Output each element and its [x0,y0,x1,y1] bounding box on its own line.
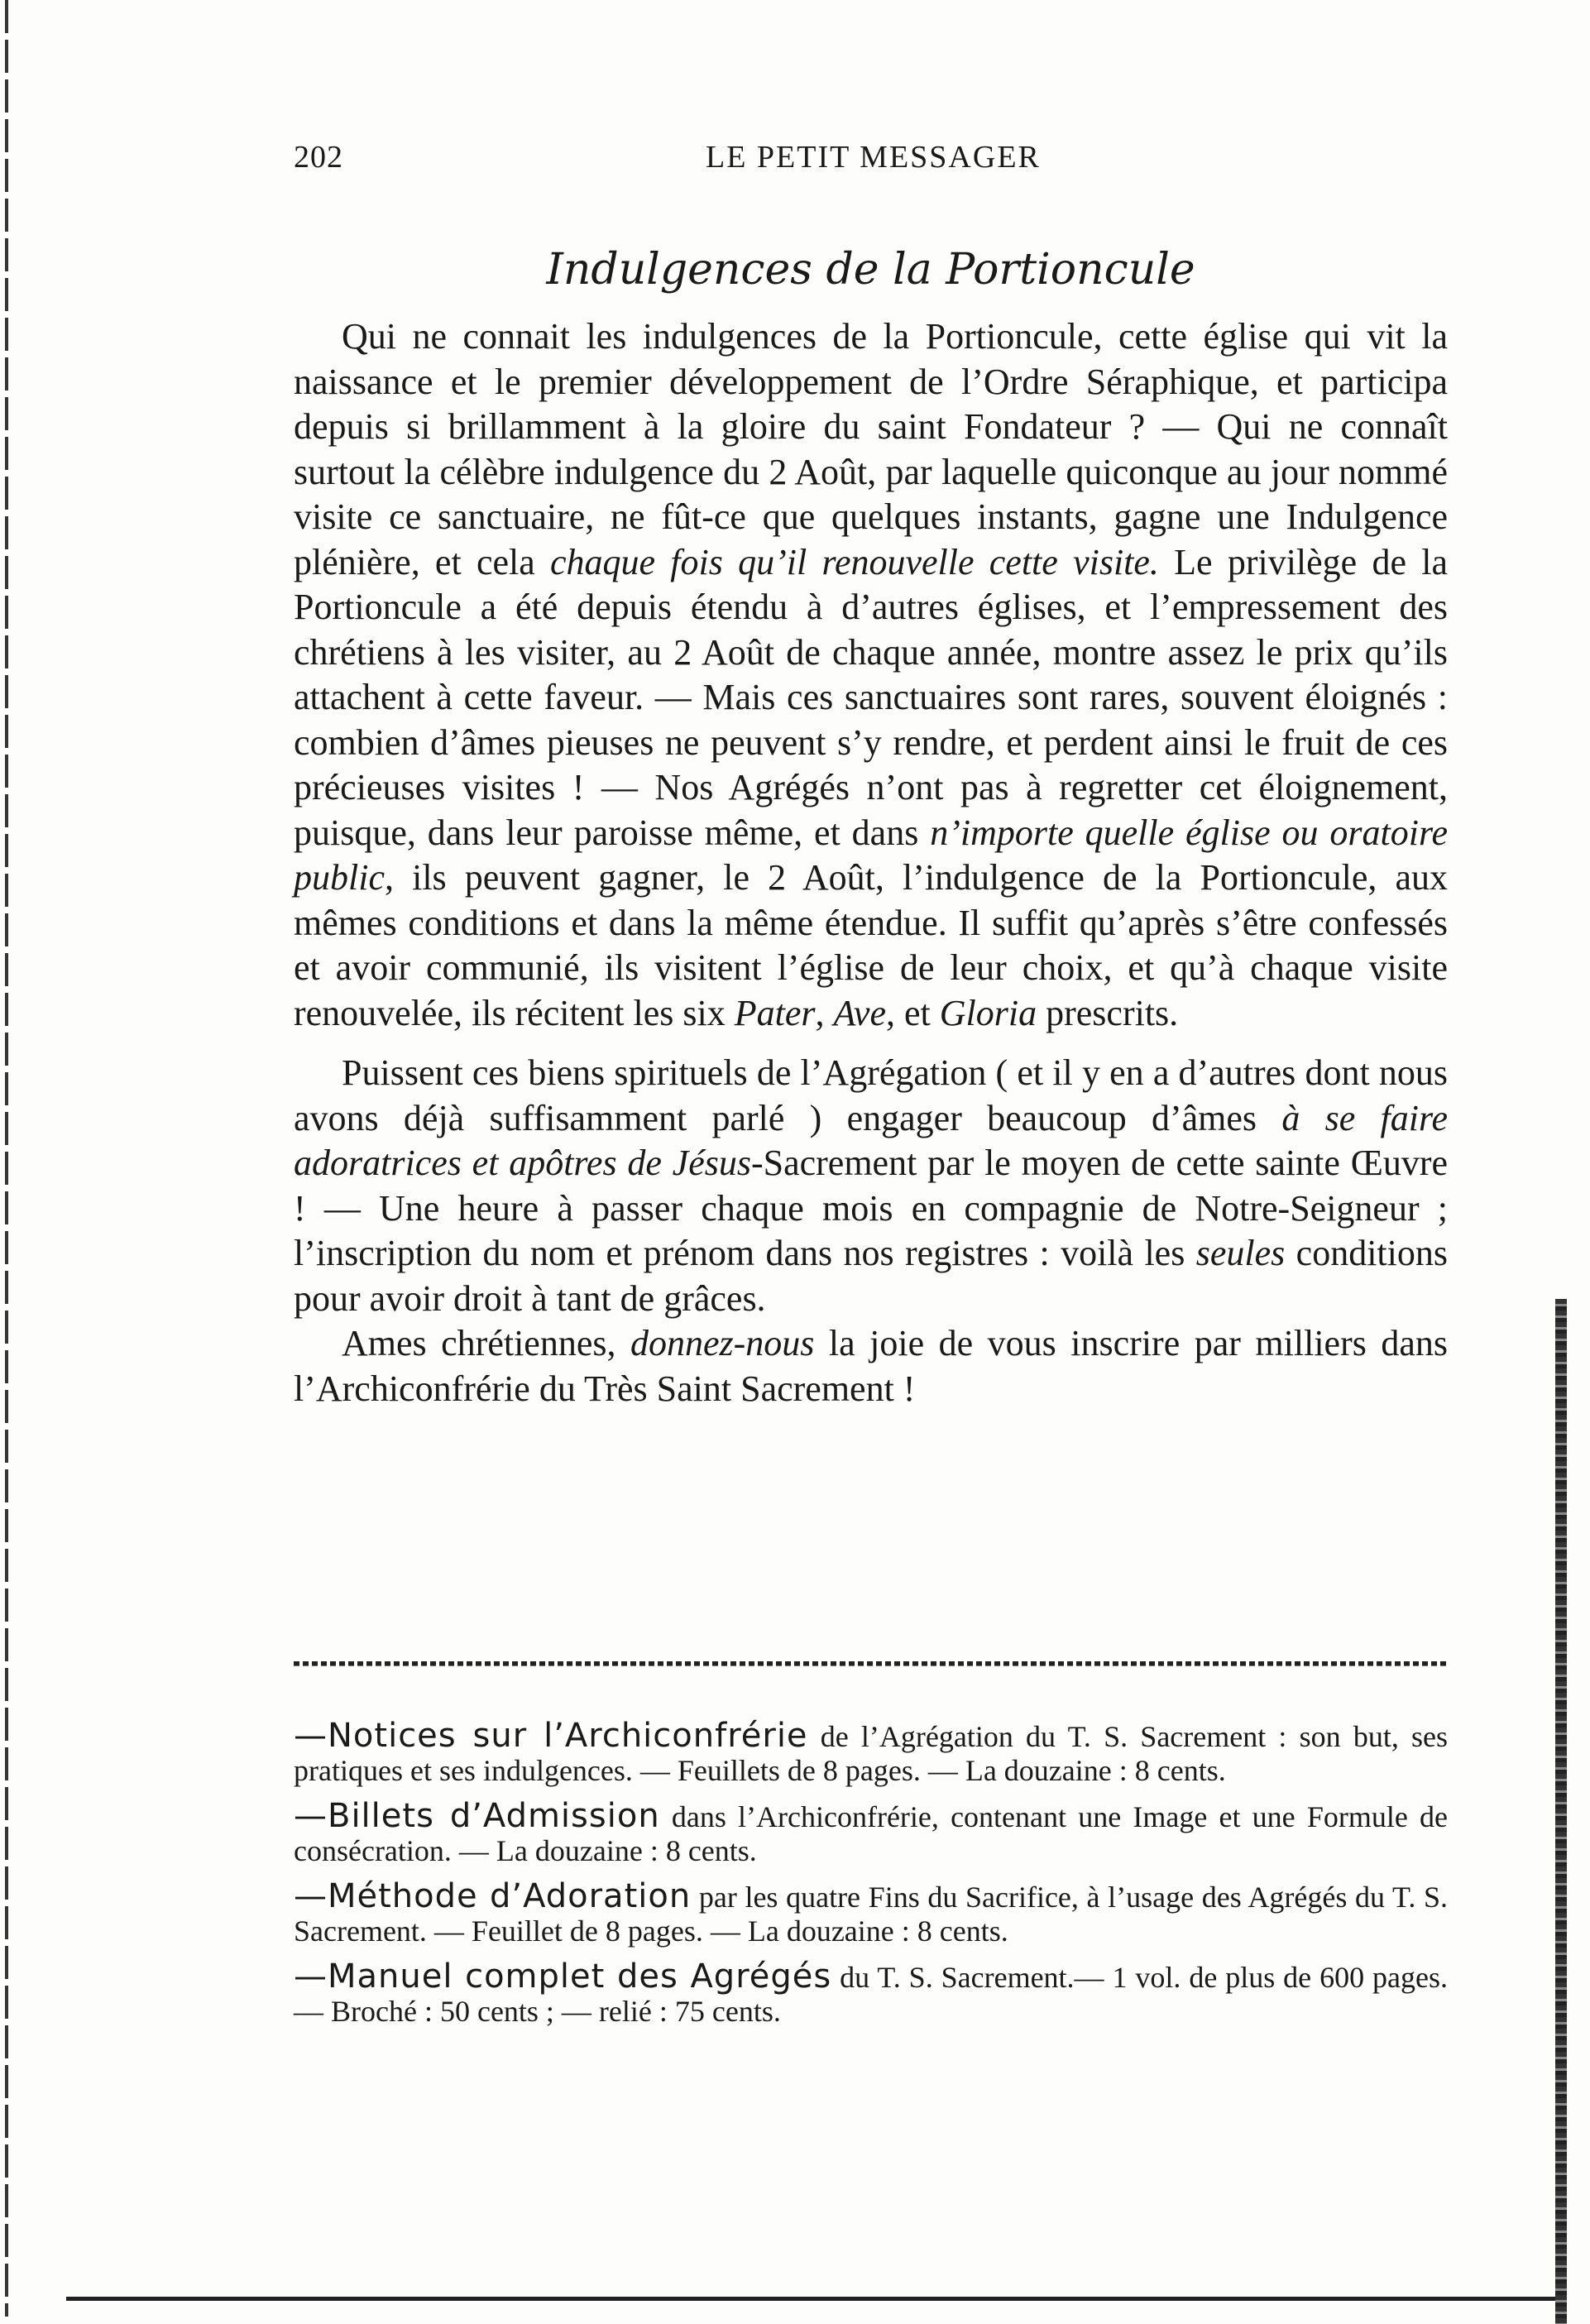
notices-list [294,1719,1448,2040]
article-title: Indulgences de la Portioncule [546,245,1195,295]
notice-lead: —Méthode d’Adoration [294,1877,692,1915]
paragraph [294,1051,1448,1321]
text-run: Sacrement par le moyen de cette sainte Œuvre ! — Une heure à passer chaque mois en compagnie de Notre-Seigneur ; l’inscription du nom et prénom dans nos registres : voilà les [294,1143,1448,1273]
page-header [294,139,1452,189]
scan-left-edge [5,0,8,2317]
text-run: prescrits. [1037,992,1179,1033]
notice-lead: —Manuel complet des Agrégés [294,1957,832,1996]
text-run: , et [886,992,940,1033]
notice-text: de l’Agrégation du T. S. Sacrement : son but, ses pratiques et ses indulgences. — Feuillets de 8 pages. — La douzaine : 8 cents. [294,1720,1449,1787]
italic-text-run: Gloria [939,992,1037,1033]
notice-item [294,1877,1448,1948]
paragraph [294,314,1448,1036]
bottom-rule [66,2297,1555,2301]
text-run: Puissent ces biens spirituels de l’Agrégation ( et il y en a d’autres dont nous avons déjà suffisamment parlé ) engager beaucoup d’âmes [294,1052,1448,1138]
notice-item [294,1799,1448,1868]
scan-right-edge [1555,1299,1567,2324]
italic-text-run: Ave [833,992,886,1033]
page-number: 202 [294,140,343,175]
notice-item [294,1957,1448,2029]
italic-text-run: Pater [734,992,816,1033]
italic-text-run: à se faire adoratrices et apôtres de Jésus- [294,1097,1448,1183]
notice-text: par les quatre Fins du Sacrifice, à l’usage des Agrégés du T. S. Sacrement. — Feuillet de 8 pages. — La douzaine : 8 cents. [294,1881,1448,1948]
italic-text-run: chaque fois qu’il renouvelle cette visite. [550,541,1159,582]
notice-item [294,1719,1448,1788]
notice-text: dans l’Archiconfrérie, contenant une Image et une Formule de consécration. — La douzaine : 8 cents. [294,1800,1448,1867]
article-body [294,314,1448,1411]
notice-lead: —Billets d’Admission [294,1797,660,1835]
ornamental-rule [294,1661,1448,1673]
italic-text-run: donnez-nous [630,1323,815,1363]
notice-lead: —Notices sur l’Archiconfrérie [294,1717,808,1755]
text-run: conditions pour avoir droit à tant de grâces. [294,1233,1448,1319]
text-run: Ames chrétiennes, [342,1323,630,1363]
paragraph [294,1321,1448,1411]
text-run: Qui ne connait les indulgences de la Portioncule, cette église qui vit la naissance et le premier développement de l’Ordre Séraphique, et participa depuis si brillamment à la gloire du saint Fondateur ? — Qui ne connaît surtout la célèbre indulgence du 2 Août, par laquelle quiconque au jour nommé visite ce sanctuaire, ne fût-ce que quelques instants, gagne une Indulgence plénière, et cela [294,316,1448,582]
italic-text-run: n’importe quelle église ou oratoire public [294,812,1449,898]
notice-text: du T. S. Sacrement.— 1 vol. de plus de 600 pages. — Broché : 50 cents ; — relié : 75 cents. [294,1961,1448,2028]
text-run: , [815,992,834,1033]
italic-text-run: seules [1195,1233,1286,1273]
text-run: , ils peuvent gagner, le 2 Août, l’indulgence de la Portioncule, aux mêmes conditions et dans la même étendue. Il suffit qu’après s’être confessés et avoir communié, ils visitent l’église de leur choix, et qu’à chaque visite renouvelée, ils récitent les six [294,857,1448,1033]
text-run: Le privilège de la Portioncule a été depuis étendu à d’autres églises, et l’empressement des chrétiens à les visiter, au 2 Août de chaque année, montre assez le prix qu’ils attachent à cette faveur. — Mais ces sanctuaires sont rares, souvent éloignés : combien d’âmes pieuses ne peuvent s’y rendre, et perdent ainsi le fruit de ces précieuses visites ! — Nos Agrégés n’ont pas à regretter cet éloignement, puisque, dans leur paroisse même, et dans [294,541,1448,853]
text-run: la joie de vous inscrire par milliers dans l’Archiconfrérie du Très Saint Sacrement ! [294,1323,1448,1409]
running-head: LE PETIT MESSAGER [706,140,1041,175]
